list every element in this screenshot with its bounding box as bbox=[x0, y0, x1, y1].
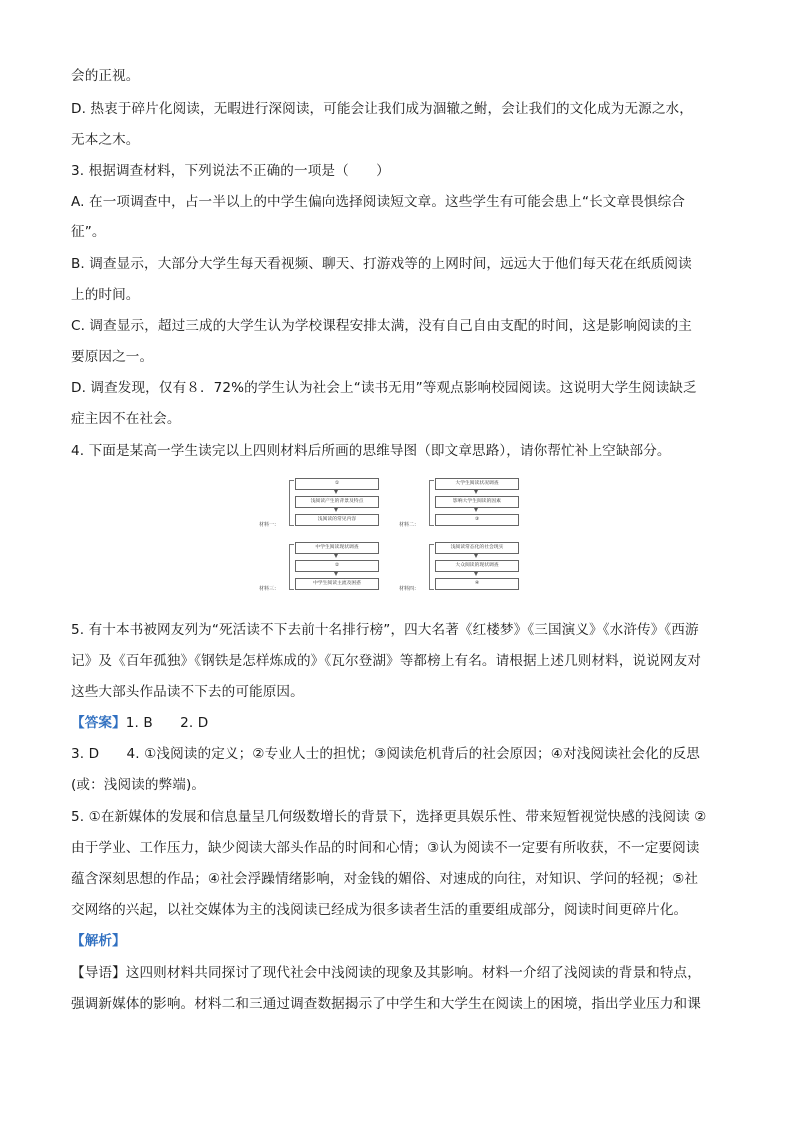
answer-line: 3. D 4. ①浅阅读的定义；②专业人士的担忧；③阅读危机背后的社会原因；④对浅阅读社会化的反思 bbox=[71, 746, 700, 762]
option-a: A. 在一项调查中，占一半以上的中学生偏向选择阅读短文章。这些学生有可能会患上“长文章畏惧综合 bbox=[71, 194, 685, 210]
mind-map-box: ① bbox=[295, 478, 379, 490]
answer-line bbox=[71, 713, 724, 733]
mind-map-label: 材料四： bbox=[399, 586, 420, 592]
mind-map-label: 材料一： bbox=[259, 522, 280, 528]
arrow-down-icon bbox=[474, 508, 478, 512]
question-5: 5. 有十本书被网友列为“死活读不下去前十名排行榜”，四大名著《红楼梦》《三国演义》《水浒传》《西游 bbox=[71, 622, 699, 638]
mind-map-label: 材料三： bbox=[259, 586, 280, 592]
mind-map-box: 大学生阅读状况调查 bbox=[435, 478, 519, 490]
option-c: C. 调查显示，超过三成的大学生认为学校课程安排太满，没有自己自由支配的时间，这是影响阅读的主 bbox=[71, 318, 692, 334]
mind-map-box: 影响大学生阅读的因素 bbox=[435, 496, 519, 508]
answer-line: 5. ①在新媒体的发展和信息量呈几何级数增长的背景下，选择更具娱乐性、带来短暂视觉快感的浅阅读 ② bbox=[71, 809, 707, 825]
mind-map-label: 材料二： bbox=[399, 522, 420, 528]
option-b: B. 调查显示，大部分大学生每天看视频、聊天、打游戏等的上网时间，远远大于他们每天花在纸质阅读 bbox=[71, 256, 692, 272]
brace-icon bbox=[429, 544, 434, 590]
answer-line: 由于学业、工作压力，缺少阅读大部头作品的时间和心情；③认为阅读不一定要有所收获，不一定要阅读 bbox=[71, 840, 700, 856]
question-3: 3. 根据调查材料，下列说法不正确的一项是（ ） bbox=[71, 163, 390, 179]
mind-map-figure bbox=[259, 474, 531, 598]
text-line: 要原因之一。 bbox=[71, 349, 154, 365]
mind-map-box: ② bbox=[295, 560, 379, 572]
arrow-down-icon bbox=[334, 490, 338, 494]
text-line: 会的正视。 bbox=[71, 68, 140, 84]
mind-map-box: 大众阅读的现状调查 bbox=[435, 560, 519, 572]
analysis-tag: 【解析】 bbox=[71, 933, 126, 949]
text-line: 这些大部头作品读不下去的可能原因。 bbox=[71, 684, 304, 700]
guide-text: 这四则材料共同探讨了现代社会中浅阅读的现象及其影响。材料一介绍了浅阅读的背景和特点， bbox=[125, 965, 701, 981]
mind-map-box: 中学生阅读现状调查 bbox=[295, 542, 379, 554]
text-line: D. 热衷于碎片化阅读，无暇进行深阅读，可能会让我们成为涸辙之鲋，会让我们的文化成为无源之水， bbox=[71, 101, 693, 117]
answer-line: 交网络的兴起，以社交媒体为主的浅阅读已经成为很多读者生活的重要组成部分，阅读时间更碎片化。 bbox=[71, 902, 688, 918]
mind-map-box: ③ bbox=[435, 514, 519, 526]
brace-icon bbox=[289, 480, 294, 526]
answer-text: 1. B 2. D bbox=[125, 715, 209, 731]
answer-tag: 【答案】 bbox=[71, 715, 126, 731]
answer-line: 蕴含深刻思想的作品；④社会浮躁情绪影响，对金钱的媚俗、对速成的向往，对知识、学问的轻视；⑤社 bbox=[71, 871, 699, 887]
text-line: 无本之木。 bbox=[71, 132, 140, 148]
option-d: D. 调查发现，仅有８．72%的学生认为社会上“读书无用”等观点影响校园阅读。这说明大学生阅读缺乏 bbox=[71, 380, 697, 396]
arrow-down-icon bbox=[474, 572, 478, 576]
answer-line: (或：浅阅读的弊端)。 bbox=[71, 777, 206, 793]
mind-map-box: 中学生阅读主流及困惑 bbox=[295, 578, 379, 590]
brace-icon bbox=[429, 480, 434, 526]
guide-line bbox=[71, 963, 724, 983]
mind-map-box: 浅阅读的常见内容 bbox=[295, 514, 379, 526]
text-line: 症主因不在社会。 bbox=[71, 411, 181, 427]
guide-line: 强调新媒体的影响。材料二和三通过调查数据揭示了中学生和大学生在阅读上的困境，指出学业压力和课 bbox=[71, 996, 701, 1012]
arrow-down-icon bbox=[474, 490, 478, 494]
brace-icon bbox=[289, 544, 294, 590]
mind-map-box: ④ bbox=[435, 578, 519, 590]
arrow-down-icon bbox=[334, 508, 338, 512]
mind-map-box: 浅阅读产生的背景及特点 bbox=[295, 496, 379, 508]
guide-tag: 【导语】 bbox=[71, 965, 126, 981]
text-line: 记》及《百年孤独》《钢铁是怎样炼成的》《瓦尔登湖》等都榜上有名。请根据上述几则材料，说说网友对 bbox=[71, 653, 702, 669]
question-4: 4. 下面是某高一学生读完以上四则材料后所画的思维导图（即文章思路），请你帮忙补上空缺部分。 bbox=[71, 443, 671, 459]
arrow-down-icon bbox=[474, 554, 478, 558]
mind-map-box: 浅阅读常态化的社会现实 bbox=[435, 542, 519, 554]
text-line: 征”。 bbox=[71, 224, 106, 240]
text-line: 上的时间。 bbox=[71, 287, 140, 303]
arrow-down-icon bbox=[334, 572, 338, 576]
analysis-heading bbox=[71, 931, 724, 951]
arrow-down-icon bbox=[334, 554, 338, 558]
